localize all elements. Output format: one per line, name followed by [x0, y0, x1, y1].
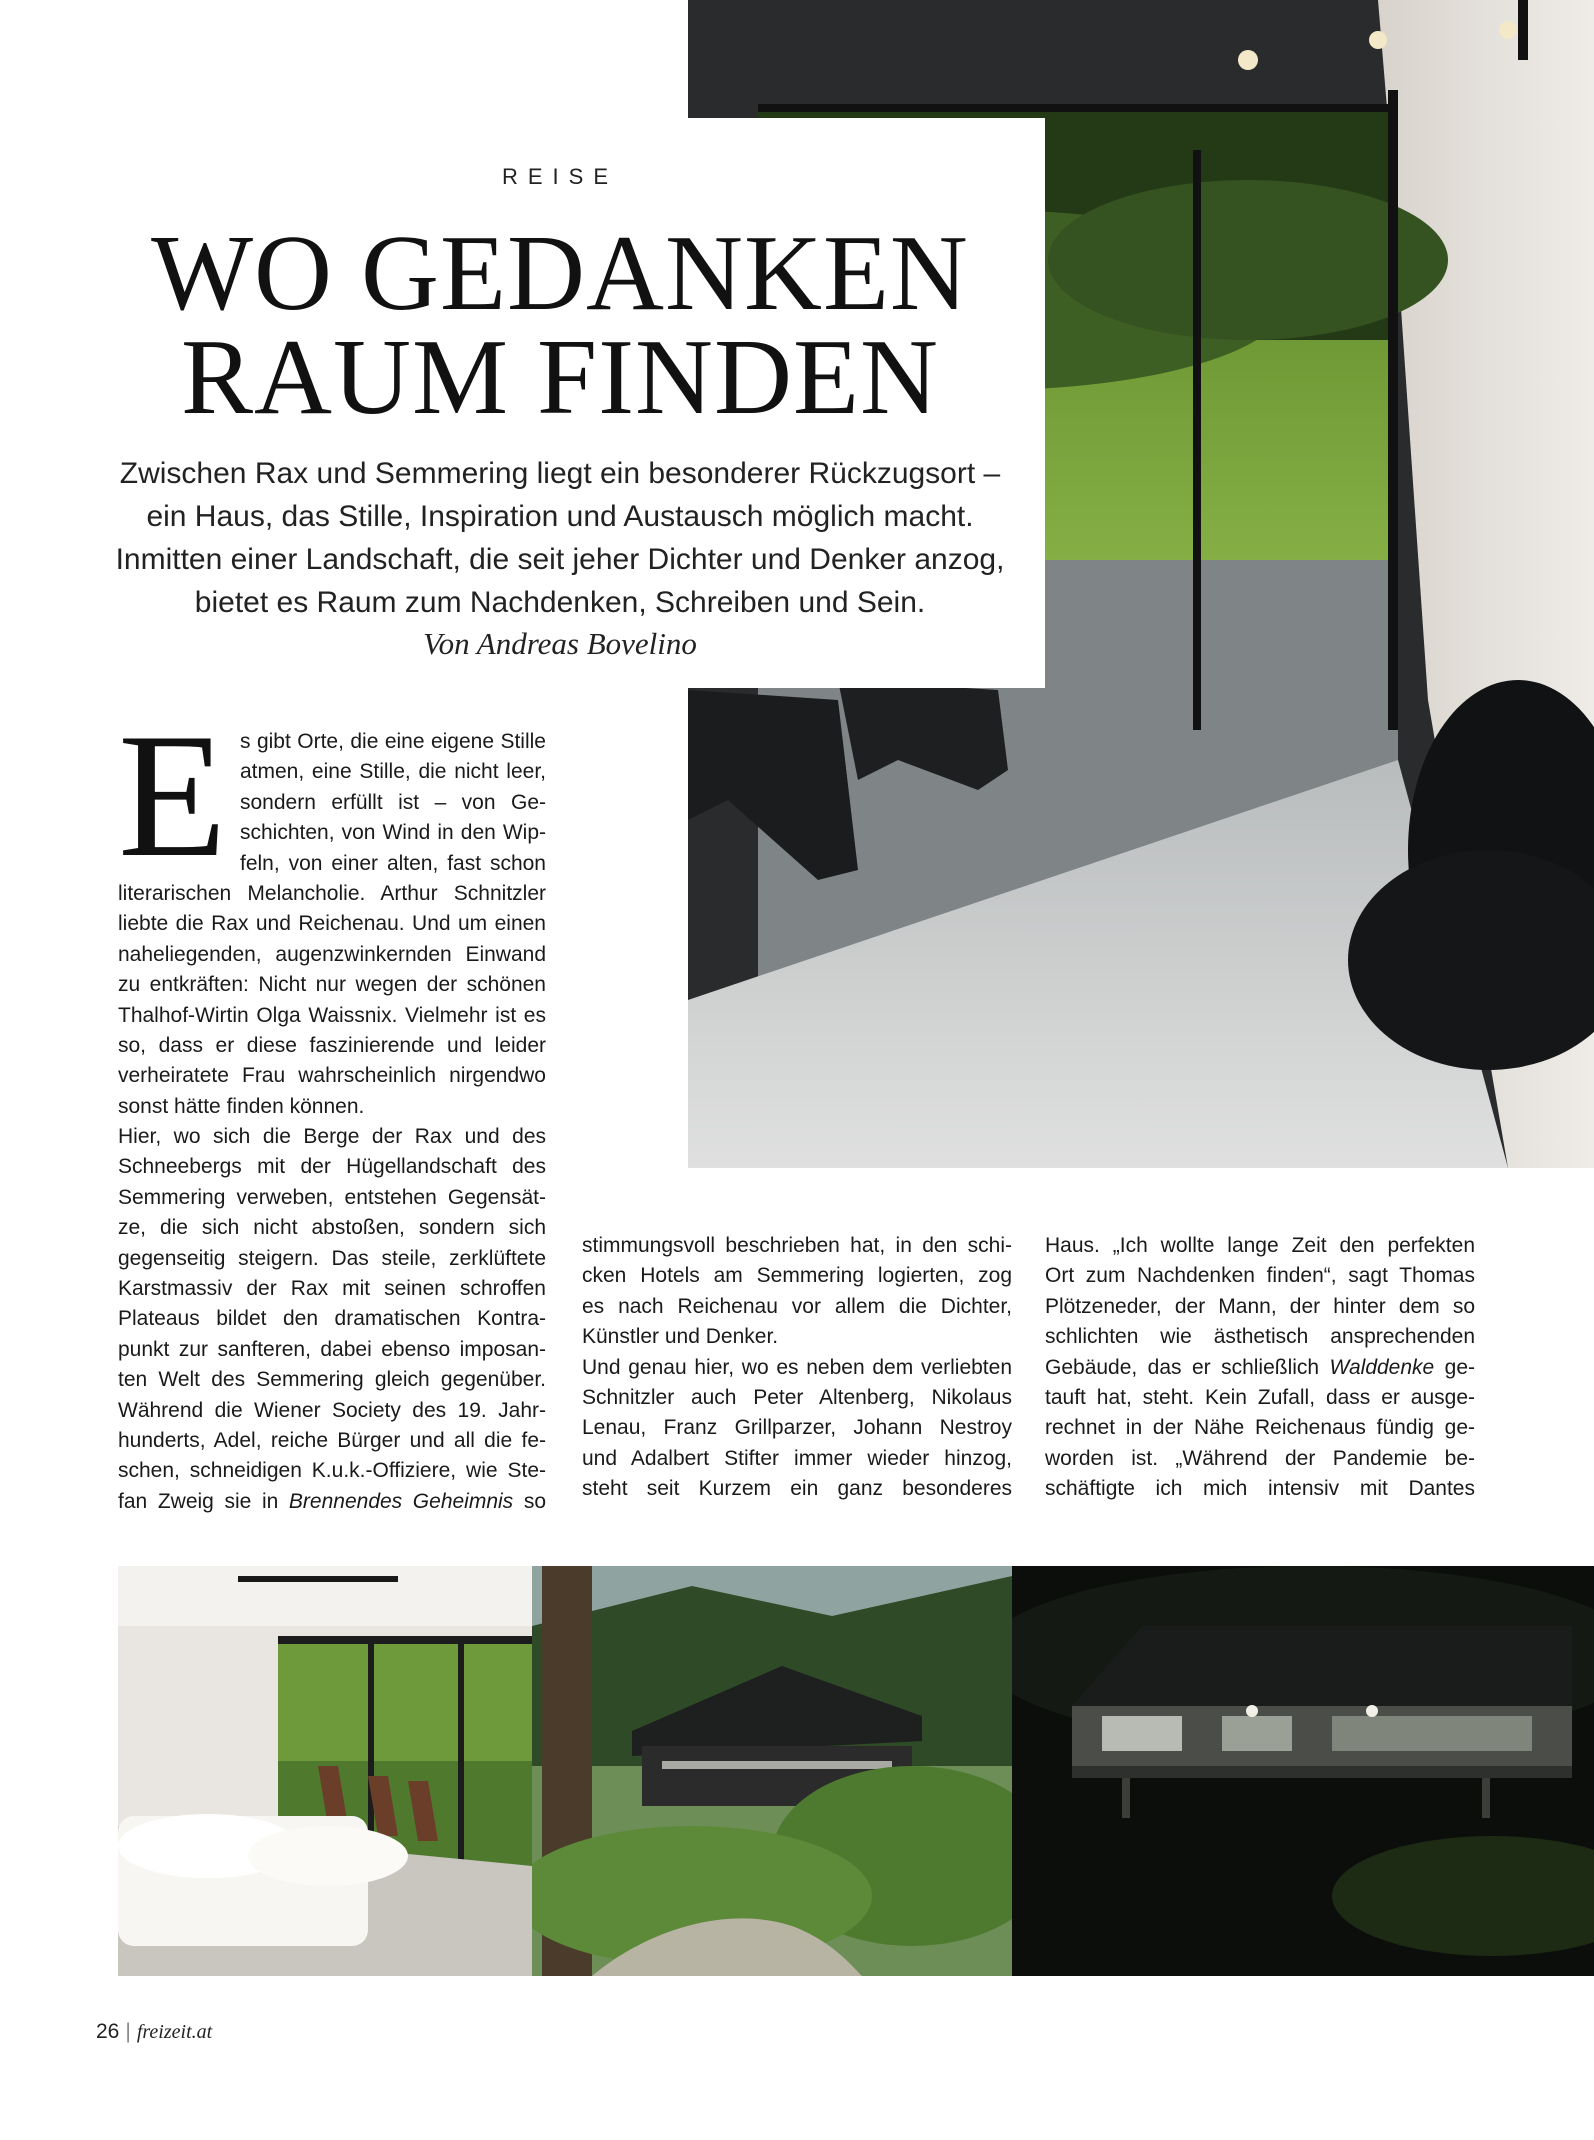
text-line: Künstler und Denker.	[582, 1325, 779, 1349]
text-line: es nach Reichenau vor allem die Dichter,	[582, 1294, 1012, 1318]
text-fragment: ge-	[1434, 1355, 1476, 1379]
body-column-3	[1045, 1231, 1475, 1505]
forest-house-photo	[532, 1566, 1012, 1976]
text-line: sonst hätte finden können.	[118, 1094, 365, 1118]
text-line: schichten, von Wind in den Wip-	[240, 821, 546, 845]
text-line: Plateaus bildet den dramatischen Kontra-	[118, 1307, 546, 1331]
headline	[100, 214, 1020, 437]
section-kicker: REISE	[501, 164, 619, 189]
text-line: Semmering verweben, entstehen Gegensät-	[118, 1185, 546, 1209]
byline: Von Andreas Bovelino	[423, 626, 697, 661]
text-line: und Adalbert Stifter immer wieder hinzog,	[582, 1446, 1012, 1470]
bedroom-photo	[118, 1566, 532, 1976]
text-line: Haus. „Ich wollte lange Zeit den perfekten	[1045, 1234, 1475, 1257]
page-footer	[96, 2020, 212, 2044]
body-column-1	[118, 727, 546, 1517]
lead-paragraph	[110, 452, 1010, 624]
text-line: literarischen Melancholie. Arthur Schnitzler	[118, 881, 546, 905]
text-line: s gibt Orte, die eine eigene Stille	[240, 730, 546, 753]
text-line: punkt zur sanfteren, dabei ebenso imposan-	[118, 1337, 546, 1361]
text-line	[118, 1487, 546, 1517]
text-line: schlichten wie ästhetisch ansprechenden	[1045, 1325, 1475, 1349]
text-line: hunderts, Adel, reiche Bürger und all die fe-	[118, 1428, 546, 1452]
text-line: feln, von einer alten, fast schon	[240, 851, 546, 875]
text-line: atmen, eine Stille, die nicht leer,	[240, 760, 546, 784]
brand-logo: freizeit.at	[136, 2021, 213, 2043]
text-line: Schneebergs mit der Hügellandschaft des	[118, 1155, 546, 1179]
lead-line: Zwischen Rax und Semmering liegt ein besonderer Rückzugsort –	[119, 457, 1001, 490]
body-column-2	[582, 1231, 1012, 1505]
text-line: zu entkräften: Nicht nur wegen der schönen	[118, 973, 546, 997]
text-line: tauft hat, steht. Kein Zufall, dass er ausge-	[1045, 1385, 1475, 1409]
text-fragment: so	[513, 1489, 546, 1513]
night-house-photo	[1012, 1566, 1594, 1976]
book-title: Brennendes Geheimnis	[288, 1489, 514, 1513]
drop-cap: E	[118, 696, 227, 894]
text-line: Während die Wiener Society des 19. Jahr-	[118, 1398, 546, 1422]
headline-line: RAUM FINDEN	[180, 318, 940, 437]
page-number: 26	[96, 2020, 120, 2043]
text-line: Und genau hier, wo es neben dem verliebten	[582, 1355, 1012, 1379]
text-line: Plötzeneder, der Mann, der hinter dem so	[1045, 1294, 1475, 1318]
text-line: Lenau, Franz Grillparzer, Johann Nestroy	[582, 1416, 1012, 1440]
text-line: Karstmassiv der Rax mit seinen schroffen	[118, 1277, 546, 1301]
lead-line: ein Haus, das Stille, Inspiration und Austausch möglich macht.	[146, 500, 974, 533]
text-line: Ort zum Nachdenken finden“, sagt Thomas	[1045, 1264, 1475, 1288]
text-line: steht seit Kurzem ein ganz besonderes	[582, 1477, 1012, 1501]
text-line: verheiratete Frau wahrscheinlich nirgendwo	[118, 1064, 546, 1088]
text-fragment: Gebäude, das er schließlich	[1045, 1355, 1330, 1379]
text-line: rechnet in der Nähe Reichenaus fündig ge-	[1045, 1416, 1475, 1440]
text-line: ze, die sich nicht abstoßen, sondern sich	[118, 1216, 546, 1240]
house-name: Walddenke	[1329, 1355, 1435, 1379]
text-line: ten Welt des Semmering gleich gegenüber.	[118, 1368, 546, 1392]
text-line: stimmungsvoll beschrieben hat, in den schi-	[582, 1234, 1012, 1257]
text-line: schen, schneidigen K.u.k.-Offiziere, wie Ste-	[118, 1459, 546, 1483]
footer-separator: |	[125, 2020, 131, 2043]
text-fragment: fan Zweig sie in	[118, 1489, 289, 1513]
text-line: Thalhof-Wirtin Olga Waissnix. Vielmehr ist es	[118, 1003, 546, 1027]
text-line: schäftigte ich mich intensiv mit Dantes	[1045, 1477, 1475, 1501]
text-line: gegenseitig steigern. Das steile, zerklüftete	[118, 1246, 546, 1270]
text-line	[1045, 1353, 1475, 1383]
lead-line: bietet es Raum zum Nachdenken, Schreiben und Sein.	[194, 586, 926, 619]
text-line: so, dass er diese faszinierende und leider	[118, 1033, 546, 1057]
text-line: Schnitzler auch Peter Altenberg, Nikolaus	[582, 1385, 1012, 1409]
text-line: cken Hotels am Semmering logierten, zog	[582, 1264, 1012, 1288]
text-line: Hier, wo sich die Berge der Rax und des	[118, 1125, 546, 1149]
text-line: liebte die Rax und Reichenau. Und um einen	[118, 912, 546, 936]
text-line: sondern erfüllt ist – von Ge-	[240, 790, 546, 814]
lead-line: Inmitten einer Landschaft, die seit jeher Dichter und Denker anzog,	[115, 543, 1005, 576]
text-line: naheliegenden, augenzwinkernden Einwand	[118, 942, 546, 966]
headline-line: WO GEDANKEN	[151, 214, 969, 333]
text-line: worden ist. „Während der Pandemie be-	[1045, 1446, 1475, 1470]
